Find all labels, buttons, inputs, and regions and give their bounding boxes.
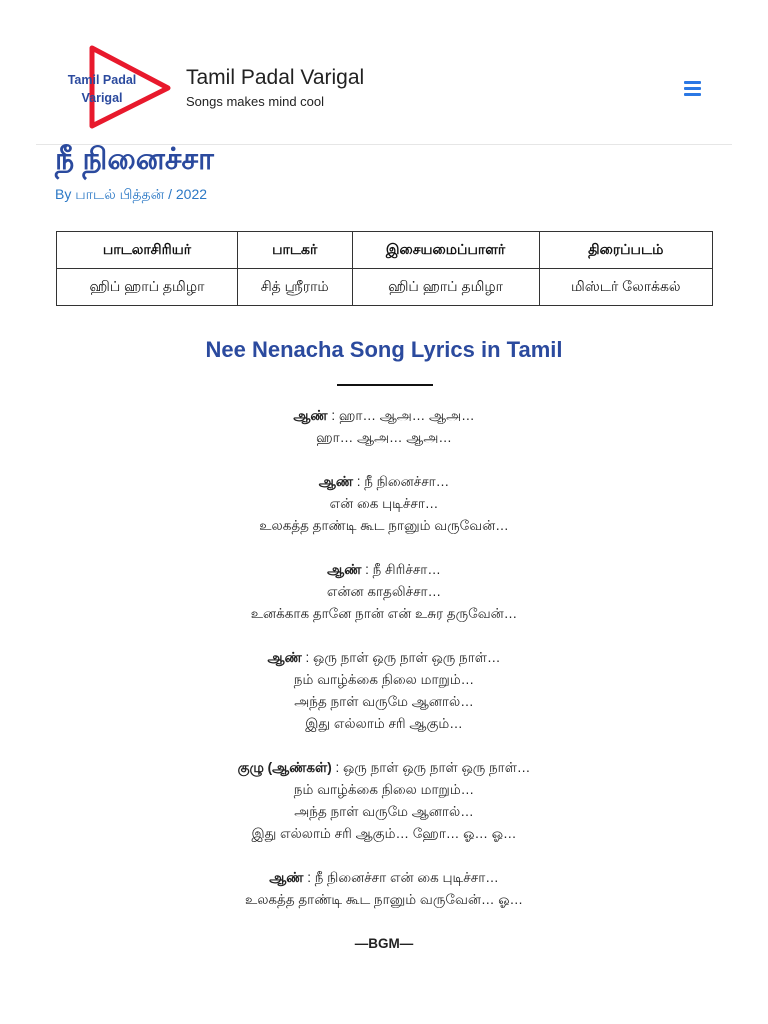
lyric-line xyxy=(0,515,768,537)
song-credits-table xyxy=(56,231,713,306)
lyrics-body xyxy=(0,405,768,955)
header-lyricist: பாடலாசிரியர் xyxy=(57,232,238,269)
lyric-text: நீ சிரிச்சா… xyxy=(372,562,441,577)
lyric-text: என்ன காதலிச்சா… xyxy=(326,584,442,599)
menu-bar xyxy=(684,93,701,96)
lyric-line xyxy=(0,603,768,625)
logo-text-line1: Tamil Padal xyxy=(67,73,137,87)
credits-header-row xyxy=(57,232,713,269)
lyric-text: நீ நினைச்சா என் கை புடிச்சா… xyxy=(314,870,499,885)
lyric-line: ஆண் : ஹா… ஆஅ… ஆஅ… xyxy=(293,408,475,423)
lyrics-stanza xyxy=(0,647,768,735)
site-title[interactable]: Tamil Padal Varigal xyxy=(186,66,365,89)
site-tagline: Songs makes mind cool xyxy=(186,94,325,109)
lyric-line: ஆண் : நீ நினைச்சா என் கை புடிச்சா… xyxy=(269,870,499,885)
lyrics-stanza xyxy=(0,757,768,845)
site-logo[interactable] xyxy=(52,44,172,130)
meta-separator: / xyxy=(168,186,172,202)
post-year: 2022 xyxy=(175,186,208,202)
author-link[interactable]: பாடல் பித்தன் xyxy=(75,186,165,202)
lyrics-stanza xyxy=(0,405,768,449)
singer-label: ஆண் xyxy=(269,870,304,885)
lyric-line xyxy=(0,713,768,735)
post-meta xyxy=(55,186,207,205)
credits-value-row xyxy=(57,269,713,306)
lyric-text: உலகத்த தாண்டி கூட நானும் வருவேன்… ஓ… xyxy=(244,892,524,907)
lyric-line xyxy=(0,427,768,449)
heading-underline xyxy=(337,384,433,386)
singer-label: ஆண் xyxy=(293,408,328,423)
header-movie: திரைப்படம் xyxy=(539,232,712,269)
site-header xyxy=(0,0,768,145)
lyric-line: குழு (ஆண்கள்) : ஒரு நாள் ஒரு நாள் ஒரு நாள்… xyxy=(237,760,531,775)
lyric-text: ஹா… ஆஅ… ஆஅ… xyxy=(316,430,452,445)
singer-label: ஆண் xyxy=(327,562,362,577)
lyric-text: நீ நினைச்சா… xyxy=(364,474,450,489)
lyric-line xyxy=(0,889,768,911)
singer-label: குழு (ஆண்கள்) xyxy=(237,760,332,775)
lyric-text: ஹா… ஆஅ… ஆஅ… xyxy=(338,408,475,423)
lyric-line xyxy=(0,823,768,845)
singer-label: ஆண் xyxy=(267,650,302,665)
lyric-line xyxy=(0,801,768,823)
lyric-text: உனக்காக தானே நான் என் உசுர தருவேன்… xyxy=(250,606,518,621)
lyric-text: அந்த நாள் வருமே ஆனால்… xyxy=(294,804,474,819)
lyric-text: நம் வாழ்க்கை நிலை மாறும்… xyxy=(293,672,475,687)
singer-label: ஆண் xyxy=(318,474,354,489)
meta-by-label: By xyxy=(55,186,72,202)
lyric-line xyxy=(0,691,768,713)
value-movie: மிஸ்டர் லோக்கல் xyxy=(539,269,712,306)
lyric-text: ஒரு நாள் ஒரு நாள் ஒரு நாள்… xyxy=(343,760,531,775)
lyric-text: அந்த நாள் வருமே ஆனால்… xyxy=(294,694,474,709)
lyric-line: ஆண் : ஒரு நாள் ஒரு நாள் ஒரு நாள்… xyxy=(267,650,501,665)
bgm-marker: —BGM— xyxy=(354,936,414,951)
lyric-text: இது எல்லாம் சரி ஆகும்… xyxy=(305,716,463,731)
lyric-text: ஒரு நாள் ஒரு நாள் ஒரு நாள்… xyxy=(313,650,501,665)
value-composer: ஹிப் ஹாப் தமிழா xyxy=(352,269,539,306)
value-singer: சித் ஸ்ரீராம் xyxy=(237,269,352,306)
logo-play-triangle xyxy=(92,48,168,126)
lyric-text: என் கை புடிச்சா… xyxy=(329,496,439,511)
menu-bar xyxy=(684,87,701,90)
lyric-line xyxy=(0,669,768,691)
lyric-line: ஆண் : நீ சிரிச்சா… xyxy=(327,562,441,577)
menu-bar xyxy=(684,81,701,84)
logo-text-line2: Varigal xyxy=(81,91,123,105)
lyric-line xyxy=(0,581,768,603)
lyrics-heading: Nee Nenacha Song Lyrics in Tamil xyxy=(205,337,563,362)
lyrics-stanza xyxy=(0,867,768,911)
lyric-text: நம் வாழ்க்கை நிலை மாறும்… xyxy=(293,782,475,797)
lyric-text: உலகத்த தாண்டி கூட நானும் வருவேன்… xyxy=(259,518,509,533)
header-singer: பாடகர் xyxy=(237,232,352,269)
lyrics-stanza xyxy=(0,471,768,537)
lyrics-stanza xyxy=(0,559,768,625)
post-title: நீ நினைச்சா xyxy=(55,143,214,176)
value-lyricist: ஹிப் ஹாப் தமிழா xyxy=(57,269,238,306)
hamburger-menu-icon[interactable] xyxy=(682,78,704,100)
lyric-line: ஆண் : நீ நினைச்சா… xyxy=(318,474,450,489)
lyric-line xyxy=(0,779,768,801)
lyric-line xyxy=(0,493,768,515)
lyric-text: இது எல்லாம் சரி ஆகும்… ஹோ… ஓ… ஓ… xyxy=(251,826,517,841)
header-composer: இசையமைப்பாளர் xyxy=(352,232,539,269)
